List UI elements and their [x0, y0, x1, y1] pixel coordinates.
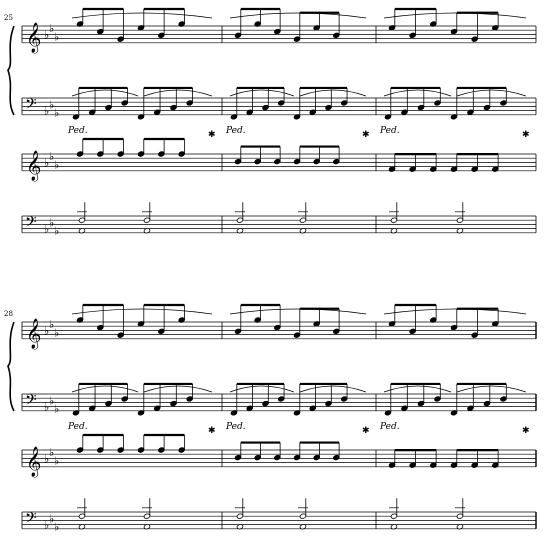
treble-clef-icon: 𝄞 [26, 150, 42, 181]
flat-icon: ♭ [54, 326, 60, 340]
flat-icon: ♭ [44, 156, 50, 170]
staff-bass [22, 88, 536, 140]
flat-icon: ♭ [54, 224, 60, 238]
pedal-release-icon: ✱ [522, 129, 530, 140]
staff-treble [22, 305, 536, 350]
staff-bass [22, 384, 536, 436]
slur [457, 90, 526, 96]
slur [384, 309, 526, 314]
slur [230, 309, 366, 314]
treble-clef-icon: 𝄞 [26, 22, 42, 53]
slur [230, 13, 366, 18]
slur [457, 386, 526, 392]
slur [384, 386, 451, 392]
flat-icon: ♭ [44, 324, 50, 338]
slur [384, 90, 451, 96]
flat-icon: ♭ [44, 222, 50, 236]
slur [300, 90, 366, 96]
brace-icon [8, 322, 14, 411]
pedal-mark: Ped. [68, 421, 88, 432]
pedal-mark: Ped. [380, 125, 400, 136]
pedal-release-icon: ✱ [522, 425, 530, 436]
flat-icon: ♭ [54, 402, 60, 416]
flat-icon: ♭ [49, 512, 55, 526]
flat-icon: ♭ [49, 394, 55, 408]
flat-icon: ♭ [54, 454, 60, 468]
slur [144, 90, 212, 96]
flat-icon: ♭ [44, 104, 50, 118]
flat-icon: ♭ [49, 98, 55, 112]
system-1 [4, 9, 536, 238]
slur [384, 13, 526, 18]
flat-icon: ♭ [49, 22, 55, 36]
brace-icon [8, 26, 14, 115]
flat-icon: ♭ [44, 400, 50, 414]
bass-clef-icon: 𝄢 [25, 95, 37, 117]
flat-icon: ♭ [49, 446, 55, 460]
slur [144, 386, 212, 392]
bass-clef-icon: 𝄢 [25, 213, 37, 235]
measure-number: 25 [4, 14, 13, 22]
treble-clef-icon: 𝄞 [26, 446, 42, 477]
flat-icon: ♭ [54, 106, 60, 120]
system-2 [4, 305, 536, 534]
pedal-mark: Ped. [68, 125, 88, 136]
flat-icon: ♭ [44, 28, 50, 42]
staff-treble [22, 435, 536, 478]
slur [72, 13, 212, 18]
staff-treble [22, 9, 536, 54]
pedal-mark: Ped. [226, 421, 246, 432]
flat-icon: ♭ [54, 158, 60, 172]
staff-bass [22, 202, 536, 238]
slur [72, 309, 212, 314]
pedal-mark: Ped. [380, 421, 400, 432]
bass-clef-icon: 𝄢 [25, 509, 37, 531]
flat-icon: ♭ [49, 318, 55, 332]
staff-treble [22, 139, 536, 182]
staff-bass [22, 498, 536, 534]
treble-clef-icon: 𝄞 [26, 318, 42, 349]
measure-number: 28 [4, 310, 13, 318]
pedal-release-icon: ✱ [208, 129, 216, 140]
flat-icon: ♭ [44, 452, 50, 466]
slur [72, 90, 138, 96]
slur [72, 386, 138, 392]
flat-icon: ♭ [54, 30, 60, 44]
pedal-release-icon: ✱ [362, 129, 370, 140]
flat-icon: ♭ [49, 216, 55, 230]
pedal-release-icon: ✱ [208, 425, 216, 436]
flat-icon: ♭ [44, 518, 50, 532]
flat-icon: ♭ [49, 150, 55, 164]
flat-icon: ♭ [54, 520, 60, 534]
pedal-release-icon: ✱ [362, 425, 370, 436]
pedal-mark: Ped. [226, 125, 246, 136]
slur [300, 386, 366, 392]
bass-clef-icon: 𝄢 [25, 391, 37, 413]
